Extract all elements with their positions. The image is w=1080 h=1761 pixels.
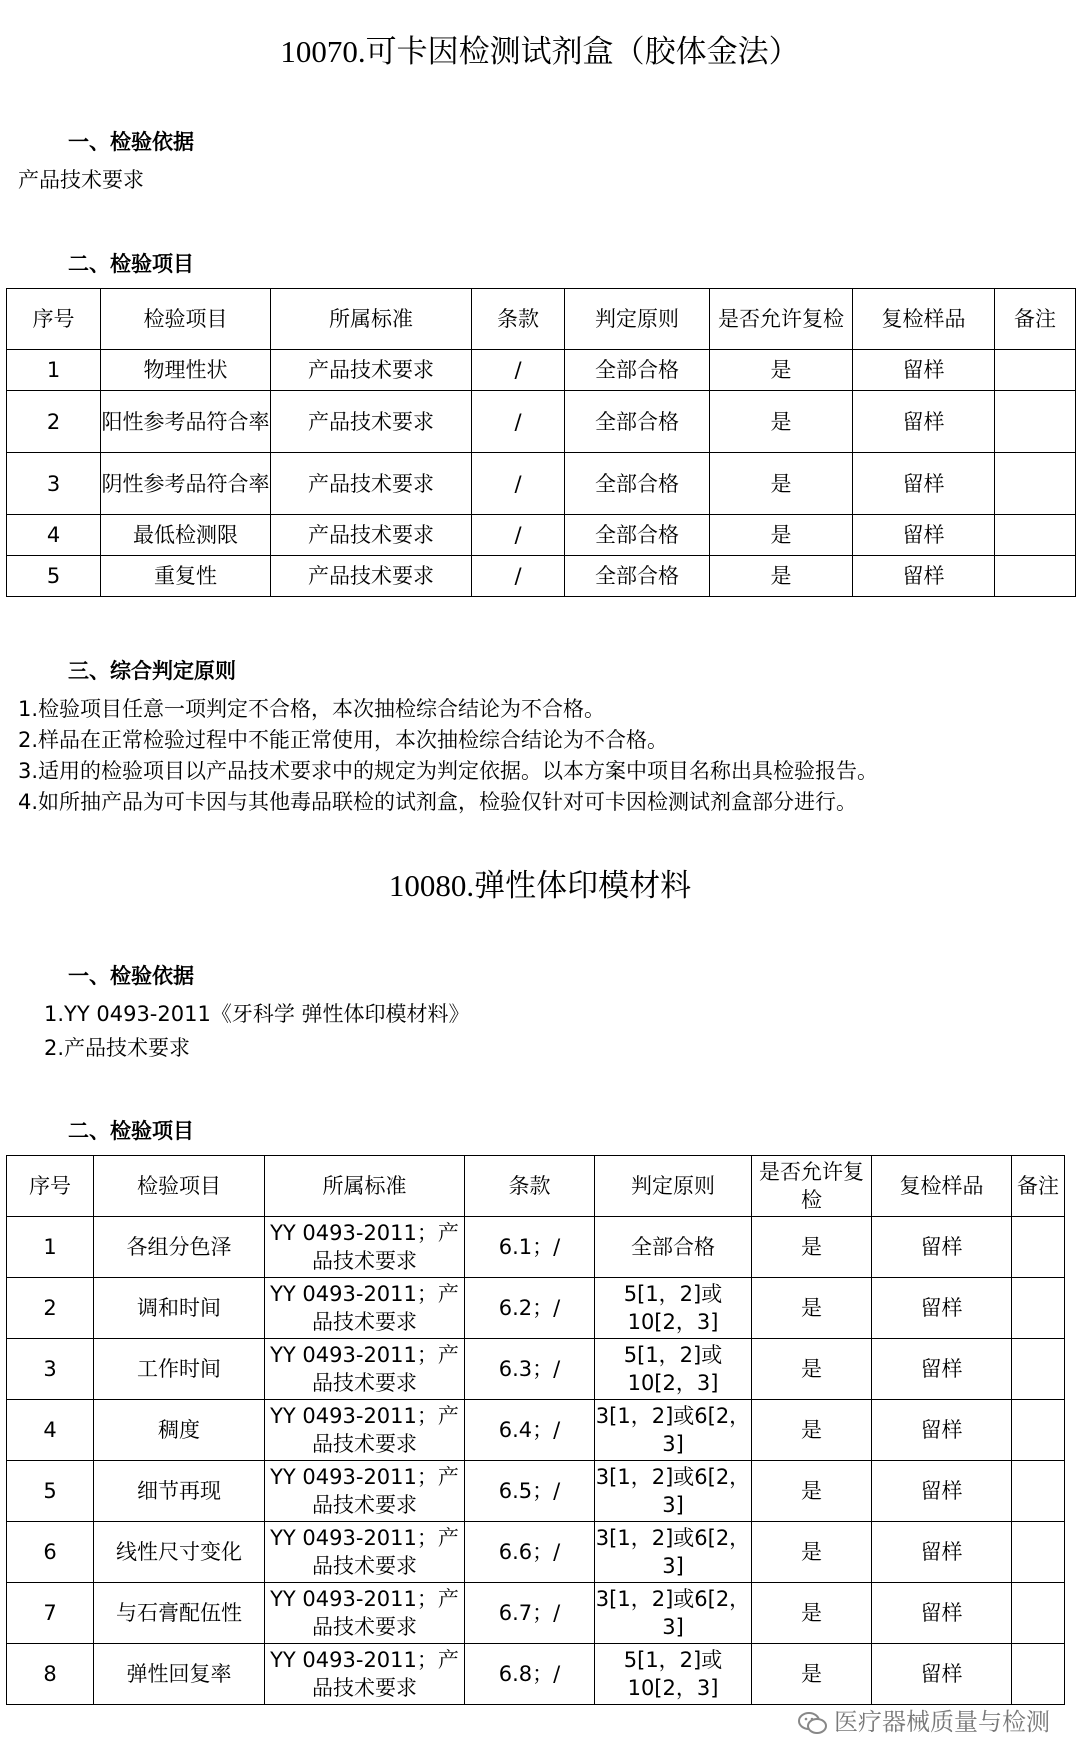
table-cell: 留样 [872, 1339, 1012, 1400]
table-cell: 是 [710, 391, 853, 453]
table-cell: 产品技术要求 [271, 515, 472, 556]
table-cell: YY 0493-2011；产品技术要求 [265, 1644, 465, 1705]
table-cell: 3 [7, 1339, 94, 1400]
table-cell: 是 [710, 515, 853, 556]
table-cell: 留样 [853, 453, 995, 515]
table-cell: 2 [7, 391, 101, 453]
table-cell: YY 0493-2011；产品技术要求 [265, 1217, 465, 1278]
table-cell: 留样 [853, 556, 995, 597]
table-cell: 产品技术要求 [271, 350, 472, 391]
table-cell: 工作时间 [94, 1339, 265, 1400]
table-cell [1012, 1583, 1065, 1644]
table-cell: YY 0493-2011；产品技术要求 [265, 1522, 465, 1583]
table-row [7, 1644, 1065, 1705]
judgement-line-4: 4.如所抽产品为可卡因与其他毒品联检的试剂盒，检验仅针对可卡因检测试剂盒部分进行。 [18, 790, 858, 814]
table-cell: 3 [7, 453, 101, 515]
doc1-judgement-heading: 三、综合判定原则 [68, 659, 236, 683]
doc2-items-heading: 二、检验项目 [68, 1119, 194, 1143]
table-cell: 6 [7, 1522, 94, 1583]
table-cell: 6.4；/ [465, 1400, 595, 1461]
table-cell [1012, 1644, 1065, 1705]
table-cell [1012, 1339, 1065, 1400]
table-cell: 3[1，2]或6[2，3] [595, 1583, 752, 1644]
doc2-basis-heading: 一、检验依据 [68, 964, 194, 988]
table-cell: 阴性参考品符合率 [101, 453, 271, 515]
table-cell: 全部合格 [565, 391, 710, 453]
table-cell: 留样 [853, 515, 995, 556]
table-cell: 4 [7, 1400, 94, 1461]
doc1-inspection-table [6, 288, 1076, 597]
judgement-line-1: 1.检验项目任意一项判定不合格，本次抽检综合结论为不合格。 [18, 697, 606, 721]
table-cell: / [472, 453, 565, 515]
table-cell [1012, 1400, 1065, 1461]
doc1-items-heading: 二、检验项目 [68, 252, 194, 276]
table-row [7, 350, 1076, 391]
table-cell: 是 [752, 1339, 872, 1400]
table-cell: 留样 [872, 1461, 1012, 1522]
table-cell: 稠度 [94, 1400, 265, 1461]
table-row [7, 1583, 1065, 1644]
column-header: 备注 [995, 289, 1076, 350]
watermark [798, 1702, 1050, 1737]
table-cell: 全部合格 [565, 453, 710, 515]
table-cell [1012, 1278, 1065, 1339]
table-row [7, 391, 1076, 453]
table-cell [995, 556, 1076, 597]
table-cell: 留样 [872, 1278, 1012, 1339]
table-cell: / [472, 556, 565, 597]
table-cell: 留样 [872, 1217, 1012, 1278]
table-cell: 全部合格 [565, 556, 710, 597]
table-row [7, 1522, 1065, 1583]
table-cell [1012, 1461, 1065, 1522]
judgement-line-3: 3.适用的检验项目以产品技术要求中的规定为判定依据。以本方案中项目名称出具检验报告。 [18, 759, 879, 783]
doc2-basis-line-1: 1.YY 0493-2011《牙科学 弹性体印模材料》 [44, 1002, 470, 1026]
column-header: 条款 [465, 1156, 595, 1217]
table-cell [995, 391, 1076, 453]
table-cell: 6.8；/ [465, 1644, 595, 1705]
doc2-basis-line-2: 2.产品技术要求 [44, 1036, 191, 1060]
table-cell [1012, 1522, 1065, 1583]
column-header: 复检样品 [872, 1156, 1012, 1217]
table-cell: 是 [752, 1461, 872, 1522]
column-header: 是否允许复检 [752, 1156, 872, 1217]
table-cell: 3[1，2]或6[2，3] [595, 1522, 752, 1583]
table-row [7, 1278, 1065, 1339]
table-cell: 产品技术要求 [271, 391, 472, 453]
table-cell: 各组分色泽 [94, 1217, 265, 1278]
table-row [7, 515, 1076, 556]
table-cell: 重复性 [101, 556, 271, 597]
table-cell: 是 [752, 1400, 872, 1461]
table-row [7, 556, 1076, 597]
table-cell: 5[1，2]或10[2，3] [595, 1644, 752, 1705]
column-header: 判定原则 [565, 289, 710, 350]
table-cell: 线性尺寸变化 [94, 1522, 265, 1583]
table-cell: 留样 [872, 1522, 1012, 1583]
table-cell: 最低检测限 [101, 515, 271, 556]
table-row [7, 1461, 1065, 1522]
table-cell: 6.7；/ [465, 1583, 595, 1644]
table-cell: 是 [710, 350, 853, 391]
column-header: 所属标准 [265, 1156, 465, 1217]
doc2-title-text: 弹性体印模材料 [474, 868, 692, 904]
table-header-row [7, 1156, 1065, 1217]
table-cell: / [472, 391, 565, 453]
table-cell: 产品技术要求 [271, 453, 472, 515]
table-cell: 5[1，2]或10[2，3] [595, 1339, 752, 1400]
table-cell [995, 350, 1076, 391]
table-row [7, 1400, 1065, 1461]
table-cell: 6.3；/ [465, 1339, 595, 1400]
table-cell: YY 0493-2011；产品技术要求 [265, 1583, 465, 1644]
doc1-basis-text: 产品技术要求 [18, 168, 144, 192]
column-header: 检验项目 [94, 1156, 265, 1217]
table-cell: 7 [7, 1583, 94, 1644]
table-cell: 与石膏配伍性 [94, 1583, 265, 1644]
column-header: 条款 [472, 289, 565, 350]
table-cell: 留样 [872, 1644, 1012, 1705]
table-cell: / [472, 515, 565, 556]
table-cell: / [472, 350, 565, 391]
table-cell: 调和时间 [94, 1278, 265, 1339]
table-cell: 是 [752, 1278, 872, 1339]
table-cell: 全部合格 [595, 1217, 752, 1278]
table-cell: 是 [710, 556, 853, 597]
table-cell: YY 0493-2011；产品技术要求 [265, 1461, 465, 1522]
table-cell: 细节再现 [94, 1461, 265, 1522]
wechat-icon [798, 1711, 828, 1735]
doc1-basis-heading: 一、检验依据 [68, 130, 194, 154]
column-header: 备注 [1012, 1156, 1065, 1217]
table-cell: 3[1，2]或6[2，3] [595, 1461, 752, 1522]
table-cell: 是 [752, 1583, 872, 1644]
table-cell: 5[1，2]或10[2，3] [595, 1278, 752, 1339]
table-cell: 留样 [853, 391, 995, 453]
table-cell: YY 0493-2011；产品技术要求 [265, 1400, 465, 1461]
table-cell: 是 [710, 453, 853, 515]
table-cell: 留样 [872, 1400, 1012, 1461]
table-cell: 3[1，2]或6[2，3] [595, 1400, 752, 1461]
table-cell: 物理性状 [101, 350, 271, 391]
table-row [7, 1339, 1065, 1400]
column-header: 所属标准 [271, 289, 472, 350]
table-cell: 6.5；/ [465, 1461, 595, 1522]
watermark-text: 医疗器械质量与检测 [834, 1708, 1050, 1736]
table-row [7, 1217, 1065, 1278]
table-cell: 1 [7, 350, 101, 391]
table-cell: YY 0493-2011；产品技术要求 [265, 1339, 465, 1400]
table-cell: 2 [7, 1278, 94, 1339]
table-row [7, 453, 1076, 515]
table-cell: 是 [752, 1644, 872, 1705]
table-cell: 4 [7, 515, 101, 556]
column-header: 复检样品 [853, 289, 995, 350]
table-cell [995, 515, 1076, 556]
table-cell: 是 [752, 1217, 872, 1278]
doc1-title [0, 32, 1080, 72]
judgement-line-2: 2.样品在正常检验过程中不能正常使用，本次抽检综合结论为不合格。 [18, 728, 669, 752]
table-cell [1012, 1217, 1065, 1278]
doc2-inspection-table [6, 1155, 1065, 1705]
doc1-title-text: 可卡因检测试剂盒（胶体金法） [365, 34, 800, 70]
table-cell: 全部合格 [565, 515, 710, 556]
table-cell: YY 0493-2011；产品技术要求 [265, 1278, 465, 1339]
column-header: 检验项目 [101, 289, 271, 350]
table-cell: 1 [7, 1217, 94, 1278]
doc1-title-number: 10070. [280, 34, 366, 69]
column-header: 序号 [7, 289, 101, 350]
table-cell: 6.2；/ [465, 1278, 595, 1339]
table-cell: 6.6；/ [465, 1522, 595, 1583]
table-cell: 5 [7, 556, 101, 597]
column-header: 是否允许复检 [710, 289, 853, 350]
table-cell: 6.1；/ [465, 1217, 595, 1278]
table-cell: 8 [7, 1644, 94, 1705]
table-cell: 留样 [872, 1583, 1012, 1644]
table-cell: 全部合格 [565, 350, 710, 391]
table-cell: 产品技术要求 [271, 556, 472, 597]
table-cell [995, 453, 1076, 515]
table-header-row [7, 289, 1076, 350]
column-header: 序号 [7, 1156, 94, 1217]
table-cell: 留样 [853, 350, 995, 391]
doc2-title [0, 866, 1080, 906]
table-cell: 5 [7, 1461, 94, 1522]
table-cell: 弹性回复率 [94, 1644, 265, 1705]
doc2-title-number: 10080. [388, 868, 475, 903]
table-cell: 阳性参考品符合率 [101, 391, 271, 453]
table-cell: 是 [752, 1522, 872, 1583]
column-header: 判定原则 [595, 1156, 752, 1217]
